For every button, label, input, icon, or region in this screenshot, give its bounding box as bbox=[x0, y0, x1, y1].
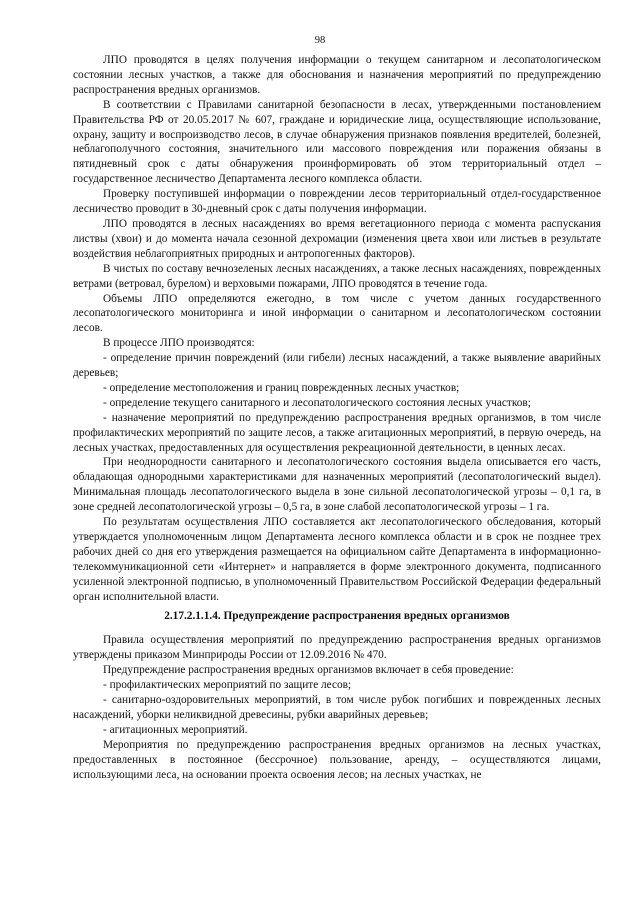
list-item: - назначение мероприятий по предупреждению распространения вредных организмов, в том числе профилактических мероприятий по защите лесов, а также агитационных мероприятий, в первую очередь, на лесных участках, предоставленных для осуществления рекреационной деятельности, в ценных лесах. bbox=[73, 411, 601, 454]
paragraph: При неоднородности санитарного и лесопатологического состояния выдела описывается его часть, обладающая однородными характеристиками для назначенных мероприятий (лесопатологический выдел). Минимальная площадь лесопатологического выдела в зоне сильной лесопатологической угрозы – 0,1 га, в зоне средней лесопатологической угрозы – 0,5 га, в зоне слабой лесопатологической угрозы – 1 га. bbox=[73, 456, 601, 514]
paragraph: По результатам осуществления ЛПО составляется акт лесопатологического обследования, который утверждается уполномоченным лицом Департамента лесного комплекса области и в срок не позднее трех рабочих дней со дня его утверждения размещается на официальном сайте Департамента в информационно-телекоммуникационной сети «Интернет» и направляется в форме электронного документа, подписанного усиленной электронной подписью, в уполномоченный Правительством Российской Федерации федеральный орган исполнительной власти. bbox=[73, 516, 601, 603]
page-number: 98 bbox=[314, 35, 326, 46]
paragraph: В соответствии с Правилами санитарной безопасности в лесах, утвержденными постановлением Правительства РФ от 20.05.2017 № 607, граждане и юридические лица, осуществляющие использование, охрану, защиту и воспроизводство лесов, в случае обнаружения признаков появления вредителей, болезней, неблагополучного состояния, значительного или массового повреждения или поражения обязаны в пятидневный срок с даты обнаружения проинформировать об этом территориальный отдел – государственное лесничество Департамента лесного комплекса области. bbox=[73, 98, 601, 186]
paragraph: Правила осуществления мероприятий по предупреждению распространения вредных организмов утверждены приказом Минприроды России от 12.09.2016 № 470. bbox=[73, 634, 601, 662]
list-item: - определение текущего санитарного и лесопатологического состояния лесных участков; bbox=[103, 396, 531, 409]
paragraph: В процессе ЛПО производятся: bbox=[103, 337, 255, 350]
paragraph: Проверку поступившей информации о повреждении лесов территориальный отдел-государственное лесничество проводит в 30-дневный срок с даты получения информации. bbox=[73, 188, 601, 216]
paragraph: Мероприятия по предупреждению распространения вредных организмов на лесных участках, предоставленных в постоянное (бессрочное) пользование, аренду, – осуществляются лицами, использующими леса, на основании проекта освоения лесов; на лесных участках, не bbox=[73, 738, 601, 781]
paragraph: В чистых по составу вечнозеленых лесных насаждениях, а также лесных насаждениях, поврежденных ветрами (ветровал, бурелом) и верховыми пожарами, ЛПО проводятся в течение года. bbox=[73, 262, 601, 290]
list-item: - профилактических мероприятий по защите лесов; bbox=[103, 679, 352, 692]
paragraph: Предупреждение распространения вредных организмов включает в себя проведение: bbox=[103, 664, 514, 677]
list-item: - агитационных мероприятий. bbox=[103, 723, 248, 736]
section-heading: 2.17.2.1.1.4. Предупреждение распространения вредных организмов bbox=[164, 609, 510, 622]
paragraph: ЛПО проводятся в целях получения информации о текущем санитарном и лесопатологическом состоянии лесных участков, а также для обоснования и назначения мероприятий по предупреждению распространения вредных организмов. bbox=[73, 54, 601, 96]
paragraph: Объемы ЛПО определяются ежегодно, в том числе с учетом данных государственного лесопатологического мониторинга и иной информации о санитарном и лесопатологическом состоянии лесов. bbox=[73, 292, 601, 335]
list-item: - определение местоположения и границ поврежденных лесных участков; bbox=[103, 381, 460, 394]
list-item: - санитарно-оздоровительных мероприятий, в том числе рубок погибших и поврежденных лесных насаждений, уборки неликвидной древесины, рубки аварийных деревьев; bbox=[73, 694, 601, 721]
paragraph: ЛПО проводятся в лесных насаждениях во время вегетационного периода с момента распускания листвы (хвои) и до момента начала сезонной дехромации (изменения цвета хвои или листьев в результате воздействия неблагоприятных природных и антропогенных факторов). bbox=[73, 217, 601, 260]
page-body bbox=[73, 53, 601, 783]
list-item: - определение причин повреждений (или гибели) лесных насаждений, а также выявление аварийных деревьев; bbox=[73, 352, 601, 380]
